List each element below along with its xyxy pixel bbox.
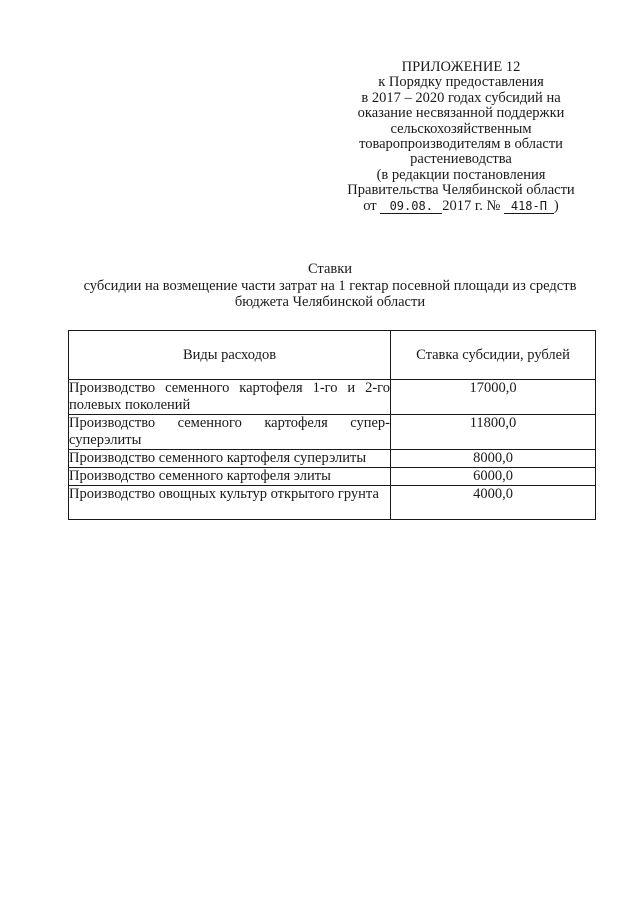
heading-title: Ставки — [307, 261, 353, 277]
heading-line: бюджета Челябинской области — [234, 294, 426, 310]
table-header-row — [69, 331, 596, 380]
annex-line: сельскохозяйственным — [390, 120, 532, 137]
annex-line: (в редакции постановления — [376, 166, 546, 183]
from-label: от — [363, 197, 377, 214]
resolution-year-number-label: 2017 г. № — [442, 197, 501, 214]
annex-line: оказание несвязанной поддержки — [357, 105, 565, 122]
table-row — [69, 450, 596, 468]
header-subsidy-rate: Ставка субсидии, рублей — [391, 331, 596, 380]
rate-cell: 6000,0 — [391, 468, 596, 486]
annex-line: к Порядку предоставления — [378, 74, 544, 91]
resolution-date-number-line — [330, 199, 592, 214]
table-row — [69, 380, 596, 415]
annex-block — [330, 60, 592, 214]
annex-line: товаропроизводителям в области — [359, 136, 563, 153]
resolution-date-field: 09.08. — [380, 200, 442, 214]
annex-title: ПРИЛОЖЕНИЕ 12 — [401, 59, 521, 75]
heading-line: субсидии на возмещение части затрат на 1 гектар посевной площади из средств — [83, 277, 577, 294]
resolution-number-field: 418-П — [504, 200, 554, 214]
rate-cell: 17000,0 — [391, 380, 596, 415]
expense-type-cell: Производство семенного картофеля суперэлиты — [69, 450, 391, 468]
expense-type-cell: Производство семенного картофеля элиты — [69, 468, 391, 486]
annex-line: в 2017 – 2020 годах субсидий на — [361, 89, 561, 106]
header-expense-type: Виды расходов — [69, 331, 391, 380]
table-row — [69, 468, 596, 486]
rate-cell: 4000,0 — [391, 486, 596, 520]
rate-cell: 11800,0 — [391, 415, 596, 450]
table-row — [69, 415, 596, 450]
expense-type-cell: Производство семенного картофеля 1-го и 2-го полевых поколений — [69, 380, 390, 413]
expense-type-cell: Производство овощных культур открытого грунта — [69, 486, 391, 520]
subsidy-rates-table — [68, 330, 596, 520]
table-row — [69, 486, 596, 520]
rate-cell: 8000,0 — [391, 450, 596, 468]
expense-type-cell: Производство семенного картофеля супер-суперэлиты — [69, 415, 390, 448]
document-heading — [30, 261, 630, 311]
closing-paren: ) — [553, 197, 559, 214]
annex-line: растениеводства — [410, 151, 512, 168]
annex-line: Правительства Челябинской области — [347, 182, 575, 199]
